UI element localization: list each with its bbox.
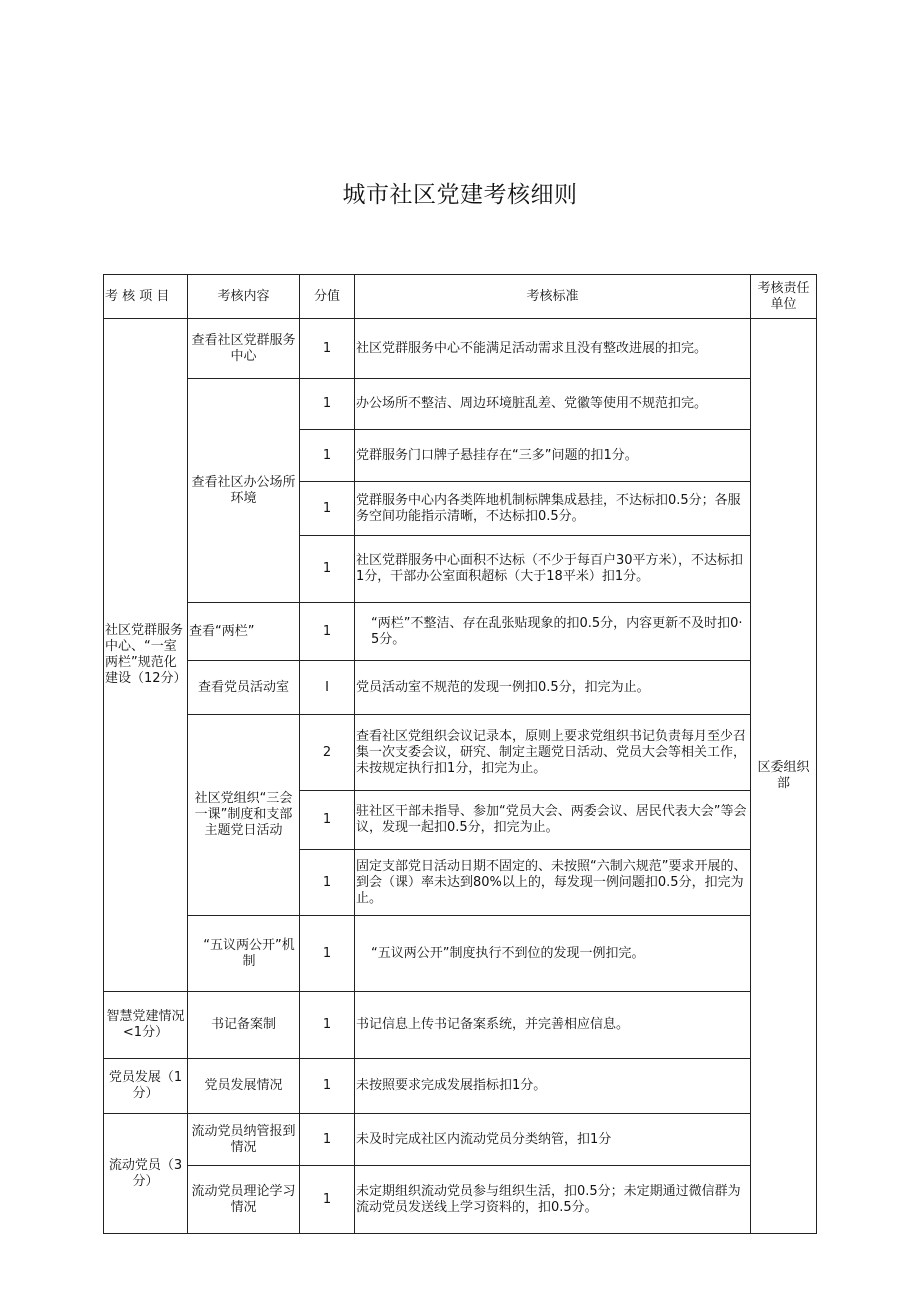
score-cell: 1 — [300, 536, 355, 603]
score-cell: 1 — [300, 1059, 355, 1114]
standard-cell: “五议两公开”制度执行不到位的发现一例扣完。 — [355, 916, 751, 992]
score-cell: 1 — [300, 482, 355, 536]
table-row — [104, 992, 817, 1059]
section-name: 党员发展（1分） — [104, 1059, 188, 1114]
content-cell: 查看社区党群服务中心 — [188, 319, 300, 379]
standard-cell: 办公场所不整洁、周边环境脏乱差、党徽等使用不规范扣完。 — [355, 379, 751, 430]
table-row — [104, 319, 817, 379]
table-row — [104, 1114, 817, 1166]
score-cell: 1 — [300, 992, 355, 1059]
score-cell: 1 — [300, 850, 355, 916]
standard-cell: 社区党群服务中心不能满足活动需求且没有整改进展的扣完。 — [355, 319, 751, 379]
score-cell: 1 — [300, 1166, 355, 1234]
standard-cell: “两栏”不整洁、存在乱张贴现象的扣0.5分，内容更新不及时扣0·5分。 — [355, 603, 751, 661]
standard-cell: 社区党群服务中心面积不达标（不少于每百户30平方米），不达标扣1分，干部办公室面积超标（大于18平米）扣1分。 — [355, 536, 751, 603]
page-title: 城市社区党建考核细则 — [342, 182, 578, 208]
standard-cell: 固定支部党日活动日期不固定的、未按照“六制六规范”要求开展的、到会（课）率未达到80%以上的，每发现一例问题扣0.5分，扣完为止。 — [355, 850, 751, 916]
score-cell: 1 — [300, 379, 355, 430]
standard-cell: 党员活动室不规范的发现一例扣0.5分，扣完为止。 — [355, 661, 751, 715]
content-cell: “五议两公开”机制 — [188, 916, 300, 992]
header-row — [104, 275, 817, 319]
table-row — [104, 379, 817, 430]
content-cell: 党员发展情况 — [188, 1059, 300, 1114]
standard-cell: 党群服务门口牌子悬挂存在“三多”问题的扣1分。 — [355, 430, 751, 482]
standard-cell: 查看社区党组织会议记录本，原则上要求党组织书记负责每月至少召集一次支委会议，研究、制定主题党日活动、党员大会等相关工作，未按规定执行扣1分，扣完为止。 — [355, 715, 751, 791]
header-content: 考核内容 — [188, 275, 300, 319]
responsible-unit: 区委组织部 — [751, 319, 817, 1234]
table-row — [104, 715, 817, 791]
table-row — [104, 1059, 817, 1114]
standard-cell: 党群服务中心内各类阵地机制标牌集成悬挂，不达标扣0.5分；各服务空间功能指示清晰，不达标扣0.5分。 — [355, 482, 751, 536]
header-unit: 考核责任单位 — [751, 275, 817, 319]
header-item: 考 核 项 目 — [104, 275, 188, 319]
content-cell: 书记备案制 — [188, 992, 300, 1059]
header-score: 分值 — [300, 275, 355, 319]
section-name: 智慧党建情况<1分） — [104, 992, 188, 1059]
table-row — [104, 661, 817, 715]
standard-cell: 未按照要求完成发展指标扣1分。 — [355, 1059, 751, 1114]
standard-cell: 驻社区干部未指导、参加“党员大会、两委会议、居民代表大会”等会议，发现一起扣0.5分，扣完为止。 — [355, 791, 751, 850]
header-standard: 考核标准 — [355, 275, 751, 319]
table-row — [104, 1166, 817, 1234]
assessment-table — [103, 274, 817, 1234]
standard-cell: 未及时完成社区内流动党员分类纳管，扣1分 — [355, 1114, 751, 1166]
section-name: 流动党员（3分） — [104, 1114, 188, 1234]
content-cell: 流动党员纳管报到情况 — [188, 1114, 300, 1166]
content-cell: 查看党员活动室 — [188, 661, 300, 715]
content-cell: 社区党组织“三会一课”制度和支部主题党日活动 — [188, 715, 300, 916]
score-cell: 1 — [300, 319, 355, 379]
standard-cell: 书记信息上传书记备案系统，并完善相应信息。 — [355, 992, 751, 1059]
score-cell: 1 — [300, 603, 355, 661]
score-cell: 1 — [300, 1114, 355, 1166]
score-cell: 1 — [300, 430, 355, 482]
section-name: 社区党群服务中心、“一室两栏”规范化建设（12分） — [104, 319, 188, 992]
table-row — [104, 916, 817, 992]
score-cell: 1 — [300, 791, 355, 850]
table-row — [104, 603, 817, 661]
score-cell: I — [300, 661, 355, 715]
score-cell: 1 — [300, 916, 355, 992]
score-cell: 2 — [300, 715, 355, 791]
content-cell: 查看社区办公场所环境 — [188, 379, 300, 603]
standard-cell: 未定期组织流动党员参与组织生活，扣0.5分；未定期通过微信群为流动党员发送线上学习资料的，扣0.5分。 — [355, 1166, 751, 1234]
content-cell: 查看“两栏” — [188, 603, 300, 661]
content-cell: 流动党员理论学习情况 — [188, 1166, 300, 1234]
